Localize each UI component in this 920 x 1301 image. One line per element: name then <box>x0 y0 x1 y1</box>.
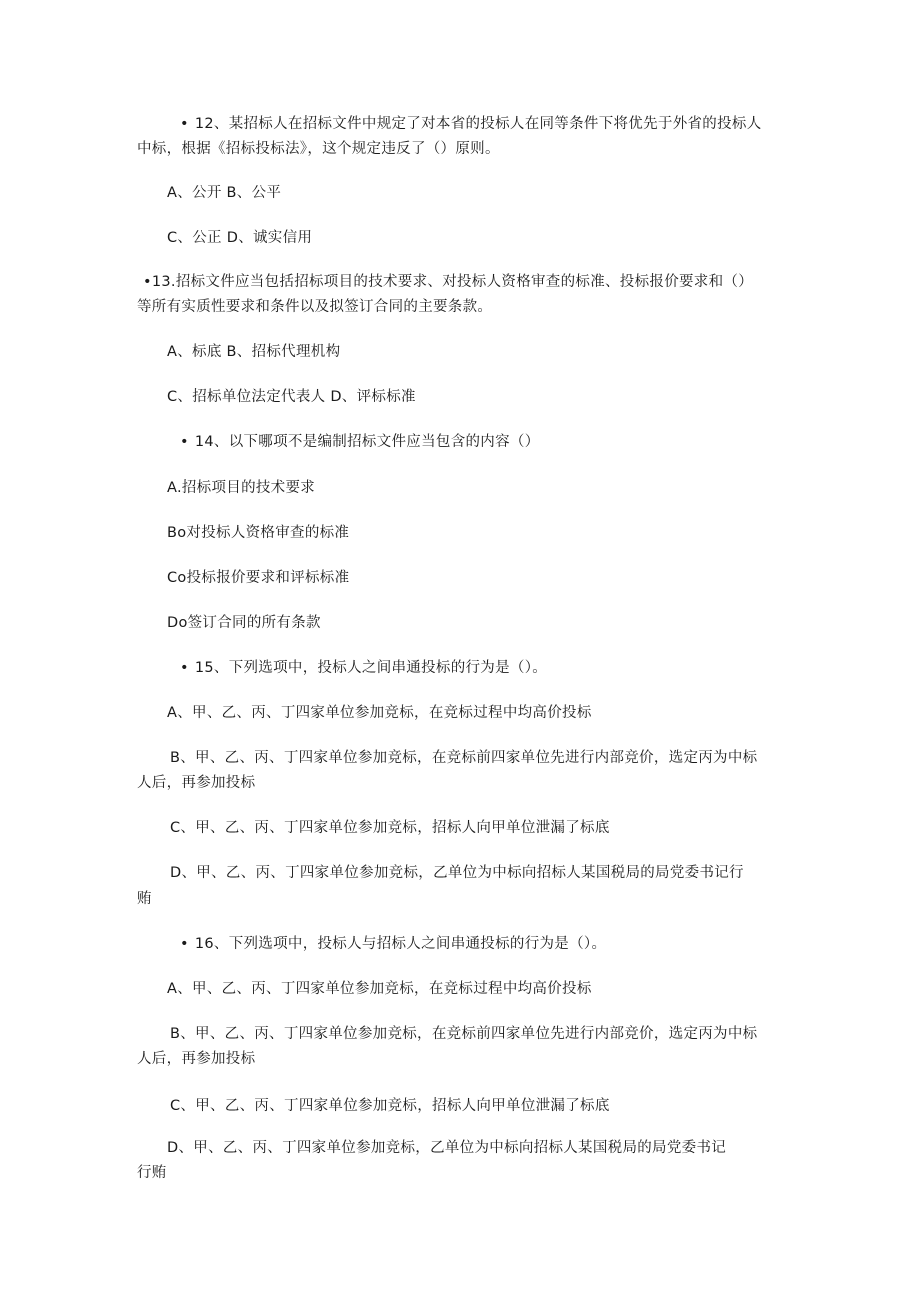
q15-bullet: • <box>180 660 189 676</box>
q13-stem-line1: •13.招标文件应当包括招标项目的技术要求、对投标人资格审查的标准、投标报价要求和（） <box>143 274 754 290</box>
q15-option-c: C、甲、乙、丙、丁四家单位参加竞标，招标人向甲单位泄漏了标底 <box>170 820 610 836</box>
q12-option-cd: C、公正 D、诚实信用 <box>167 230 313 246</box>
q16-stem-text: 16、下列选项中，投标人与招标人之间串通投标的行为是（）。 <box>194 936 607 952</box>
q15-stem <box>180 659 547 677</box>
q13-stem-line2: 等所有实质性要求和条件以及拟签订合同的主要条款。 <box>137 299 493 315</box>
q16-option-d-line1: D、甲、乙、丙、丁四家单位参加竞标，乙单位为中标向招标人某国税局的局党委书记 <box>167 1140 727 1156</box>
q15-option-a: A、甲、乙、丙、丁四家单位参加竞标，在竞标过程中均高价投标 <box>167 705 592 721</box>
q14-option-a: A.招标项目的技术要求 <box>167 480 316 496</box>
q12-stem-line2: 中标，根据《招标投标法》，这个规定违反了（）原则。 <box>137 141 500 157</box>
q15-option-b-line2: 人后，再参加投标 <box>137 775 256 791</box>
q14-option-c: Co投标报价要求和评标标准 <box>167 570 350 586</box>
q14-option-b: Bo对投标人资格审查的标准 <box>167 525 350 541</box>
q14-stem-text: 14、以下哪项不是编制招标文件应当包含的内容（） <box>194 434 540 450</box>
q13-option-ab: A、标底 B、招标代理机构 <box>167 344 341 360</box>
q14-stem <box>180 433 540 451</box>
q14-bullet: • <box>180 434 189 450</box>
q12-option-ab: A、公开 B、公平 <box>167 185 282 201</box>
q12-bullet: • <box>180 116 189 132</box>
q16-option-c: C、甲、乙、丙、丁四家单位参加竞标，招标人向甲单位泄漏了标底 <box>170 1098 610 1114</box>
q15-stem-text: 15、下列选项中，投标人之间串通投标的行为是（）。 <box>194 660 548 676</box>
q12-stem-line1 <box>180 115 762 133</box>
q15-option-d-line2: 贿 <box>137 891 152 907</box>
q16-bullet: • <box>180 936 189 952</box>
q13-option-cd: C、招标单位法定代表人 D、评标标准 <box>167 389 416 405</box>
q16-option-d-line2: 行贿 <box>137 1165 167 1181</box>
q16-option-b-line2: 人后，再参加投标 <box>137 1051 256 1067</box>
q14-option-d: Do签订合同的所有条款 <box>167 615 321 631</box>
q15-option-d-line1: D、甲、乙、丙、丁四家单位参加竞标，乙单位为中标向招标人某国税局的局党委书记行 <box>170 865 744 881</box>
q16-option-b-line1: B、甲、乙、丙、丁四家单位参加竞标，在竞标前四家单位先进行内部竞价，选定丙为中标 <box>170 1026 758 1042</box>
q16-option-a: A、甲、乙、丙、丁四家单位参加竞标，在竞标过程中均高价投标 <box>167 981 592 997</box>
q16-stem <box>180 935 606 953</box>
q12-stem-text: 12、某招标人在招标文件中规定了对本省的投标人在同等条件下将优先于外省的投标人 <box>194 116 762 132</box>
q15-option-b-line1: B、甲、乙、丙、丁四家单位参加竞标，在竞标前四家单位先进行内部竞价，选定丙为中标 <box>170 750 758 766</box>
